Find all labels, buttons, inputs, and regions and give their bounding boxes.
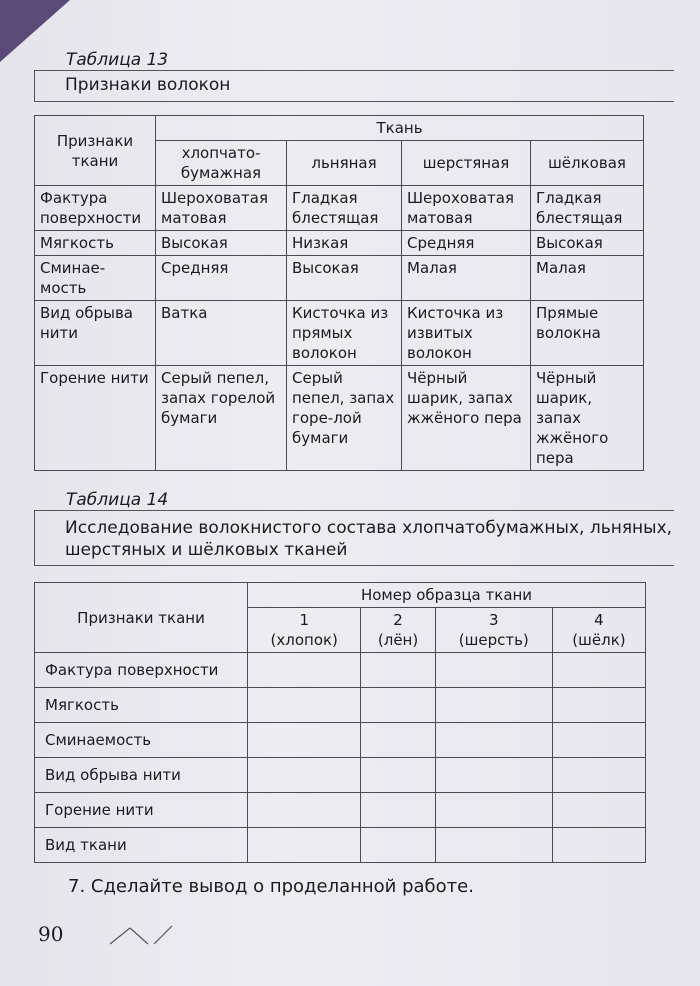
cell: Малая xyxy=(531,256,644,301)
table-row xyxy=(35,758,646,793)
empty-cell xyxy=(552,828,645,863)
table14-col-4 xyxy=(552,608,645,653)
empty-cell xyxy=(248,653,361,688)
cell: Малая xyxy=(402,256,531,301)
row-feature: Сминае-мость xyxy=(35,256,156,301)
cell: Гладкая блестящая xyxy=(287,186,402,231)
table14-title: Исследование волокнистого состава хлопчатобумажных, льняных, шерстяных и шёлковых тканей xyxy=(65,518,673,560)
task-text: 7. Сделайте вывод о проделанной работе. xyxy=(68,876,474,897)
table-row xyxy=(35,231,644,256)
cell: Низкая xyxy=(287,231,402,256)
row-feature: Сминаемость xyxy=(35,723,248,758)
row-feature: Вид обрыва нити xyxy=(35,301,156,366)
cell: Чёрный шарик, запах жжёного пера xyxy=(402,366,531,471)
cell: Средняя xyxy=(402,231,531,256)
sample-name: (хлопок) xyxy=(270,631,338,649)
sample-name: (лён) xyxy=(377,631,419,649)
cell: Прямые волокна xyxy=(531,301,644,366)
cell: Шероховатая матовая xyxy=(402,186,531,231)
cell: Ватка xyxy=(156,301,287,366)
table14-header-row xyxy=(35,583,646,608)
table13 xyxy=(34,115,644,471)
empty-cell xyxy=(435,723,552,758)
row-feature: Мягкость xyxy=(35,688,248,723)
table13-group-header: Ткань xyxy=(156,116,644,141)
row-feature: Вид обрыва нити xyxy=(35,758,248,793)
empty-cell xyxy=(248,828,361,863)
table13-caption: Таблица 13 xyxy=(66,50,169,70)
table14-col-1 xyxy=(248,608,361,653)
table14-title-box xyxy=(34,510,674,566)
empty-cell xyxy=(435,758,552,793)
empty-cell xyxy=(248,758,361,793)
table13-col-silk: шёлковая xyxy=(531,141,644,186)
cell: Кисточка из прямых волокон xyxy=(287,301,402,366)
table-row xyxy=(35,653,646,688)
table14-caption: Таблица 14 xyxy=(66,490,169,510)
empty-cell xyxy=(361,653,435,688)
corner-decoration xyxy=(0,0,70,62)
table14-group-header: Номер образца ткани xyxy=(248,583,646,608)
empty-cell xyxy=(361,758,435,793)
empty-cell xyxy=(248,723,361,758)
empty-cell xyxy=(435,828,552,863)
empty-cell xyxy=(552,793,645,828)
table14 xyxy=(34,582,646,863)
table13-title-box xyxy=(34,70,674,102)
table-row xyxy=(35,256,644,301)
table13-feature-header: Признаки ткани xyxy=(35,116,156,186)
sample-name: (шёлк) xyxy=(572,631,626,649)
decorative-stroke-icon xyxy=(108,922,188,948)
empty-cell xyxy=(361,723,435,758)
empty-cell xyxy=(552,723,645,758)
table13-col-cotton: хлопчато-бумажная xyxy=(156,141,287,186)
empty-cell xyxy=(552,688,645,723)
empty-cell xyxy=(248,793,361,828)
empty-cell xyxy=(361,793,435,828)
empty-cell xyxy=(435,793,552,828)
table14-col-3 xyxy=(435,608,552,653)
sample-number: 4 xyxy=(594,611,604,629)
table13-header-row xyxy=(35,116,644,141)
empty-cell xyxy=(552,758,645,793)
cell: Высокая xyxy=(531,231,644,256)
table13-col-linen: льняная xyxy=(287,141,402,186)
row-feature: Фактура поверхности xyxy=(35,653,248,688)
empty-cell xyxy=(361,688,435,723)
table13-col-wool: шерстяная xyxy=(402,141,531,186)
table-row xyxy=(35,366,644,471)
sample-name: (шерсть) xyxy=(458,631,529,649)
empty-cell xyxy=(361,828,435,863)
row-feature: Горение нити xyxy=(35,793,248,828)
empty-cell xyxy=(435,653,552,688)
table14-col-2 xyxy=(361,608,435,653)
row-feature: Горение нити xyxy=(35,366,156,471)
table-row xyxy=(35,301,644,366)
cell: Высокая xyxy=(156,231,287,256)
cell: Высокая xyxy=(287,256,402,301)
row-feature: Мягкость xyxy=(35,231,156,256)
cell: Шероховатая матовая xyxy=(156,186,287,231)
empty-cell xyxy=(435,688,552,723)
page-number: 90 xyxy=(38,922,64,946)
cell: Чёрный шарик, запах жжёного пера xyxy=(531,366,644,471)
sample-number: 3 xyxy=(489,611,499,629)
table-row xyxy=(35,723,646,758)
cell: Серый пепел, запах горелой бумаги xyxy=(156,366,287,471)
row-feature: Вид ткани xyxy=(35,828,248,863)
empty-cell xyxy=(552,653,645,688)
sample-number: 1 xyxy=(299,611,309,629)
table-row xyxy=(35,688,646,723)
empty-cell xyxy=(248,688,361,723)
sample-number: 2 xyxy=(393,611,403,629)
table-row xyxy=(35,828,646,863)
table-row xyxy=(35,793,646,828)
cell: Гладкая блестящая xyxy=(531,186,644,231)
cell: Кисточка из извитых волокон xyxy=(402,301,531,366)
table-row xyxy=(35,186,644,231)
table13-title: Признаки волокон xyxy=(65,75,231,95)
table14-feature-header: Признаки ткани xyxy=(35,583,248,653)
row-feature: Фактура поверхности xyxy=(35,186,156,231)
cell: Средняя xyxy=(156,256,287,301)
cell: Серый пепел, запах горе-лой бумаги xyxy=(287,366,402,471)
